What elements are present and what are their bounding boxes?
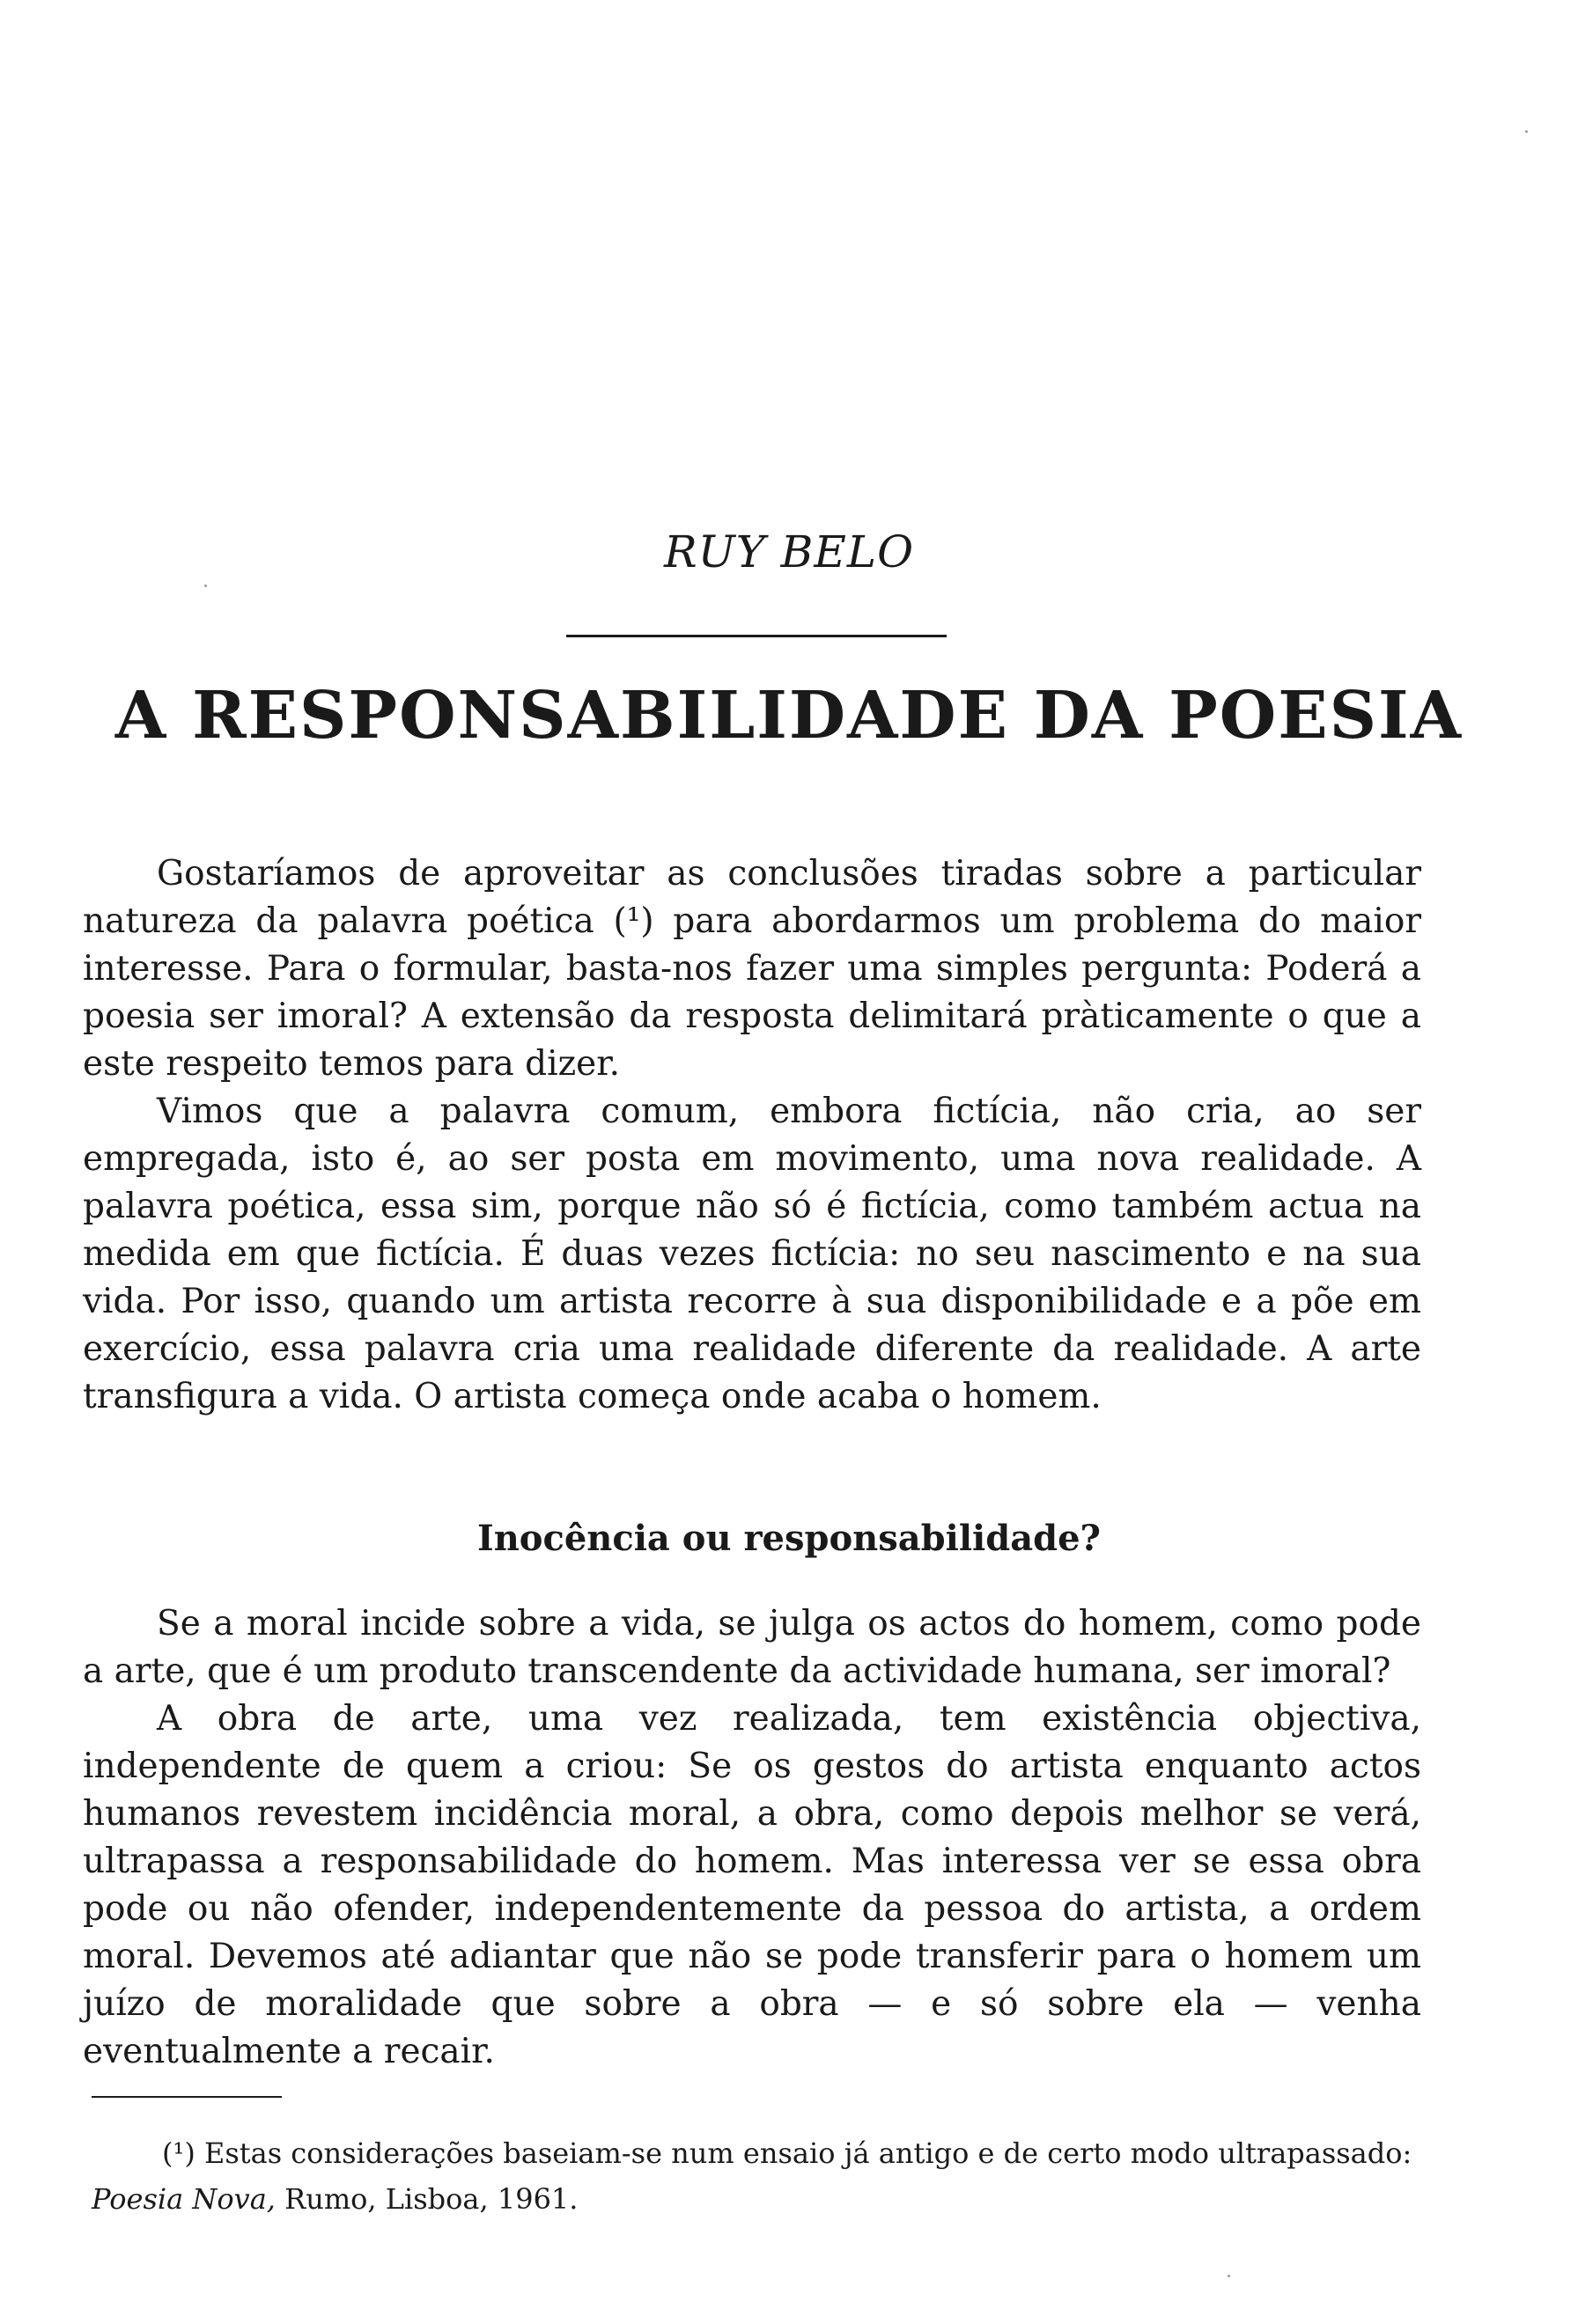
scan-speck	[1228, 2275, 1230, 2277]
page-title: A RESPONSABILIDADE DA POESIA	[114, 678, 1464, 754]
scan-speck	[204, 585, 207, 587]
paragraph: A obra de arte, uma vez realizada, tem existência objectiva, independente de quem a criou: Se os gestos do artista enquanto actos humanos revestem incidência moral, a obra, como depois melhor se verá, ultrapassa a responsabilidade do homem. Mas interessa ver se essa obra pode ou não ofender, independentemente da pessoa do artista, a ordem moral. Devemos até adiantar que não se pode transferir para o homem um juízo de moralidade que sobre a obra — e só sobre ela — venha eventualmente a recair.	[83, 1699, 1421, 2071]
title-divider	[566, 635, 947, 637]
section-heading: Inocência ou responsabilidade?	[477, 1518, 1101, 1559]
footnote-source	[92, 2176, 1421, 2222]
footnote-source-title: Poesia Nova,	[92, 2182, 276, 2216]
paragraph: Gostaríamos de aproveitar as conclusões tiradas sobre a particular natureza da palavra poética (¹) para abordarmos um problema do maior interesse. Para o formular, basta-nos fazer uma simples pergunta: Poderá a poesia ser imoral? A extensão da resposta delimitará pràticamente o que a este respeito temos para dizer.	[83, 854, 1421, 1084]
footnote-marker: (¹)	[162, 2136, 195, 2170]
paragraph: Vimos que a palavra comum, embora fictícia, não cria, ao ser empregada, isto é, ao ser posta em movimento, uma nova realidade. A palavra poética, essa sim, porque não só é fictícia, como também actua na medida em que fictícia. É duas vezes fictícia: no seu nascimento e na sua vida. Por isso, quando um artista recorre à sua disponibilidade e a põe em exercício, essa palavra cria uma realidade diferente da realidade. A arte transfigura a vida. O artista começa onde acaba o homem.	[83, 1092, 1421, 1416]
footnote	[92, 2130, 1421, 2222]
scan-speck	[1525, 130, 1528, 133]
footnote-text: Estas considerações baseiam-se num ensaio já antigo e de certo modo ultrapassado:	[203, 2136, 1412, 2170]
author-name: RUY BELO	[663, 526, 915, 577]
section-2-body	[83, 1600, 1421, 2076]
footnote-line	[92, 2130, 1421, 2176]
paragraph: Se a moral incide sobre a vida, se julga os actos do homem, como pode a arte, que é um produto transcendente da actividade humana, ser imoral?	[83, 1604, 1421, 1691]
section-1-body	[83, 850, 1421, 1421]
footnote-divider	[92, 2096, 282, 2098]
footnote-source-rest: Rumo, Lisboa, 1961.	[284, 2182, 579, 2216]
